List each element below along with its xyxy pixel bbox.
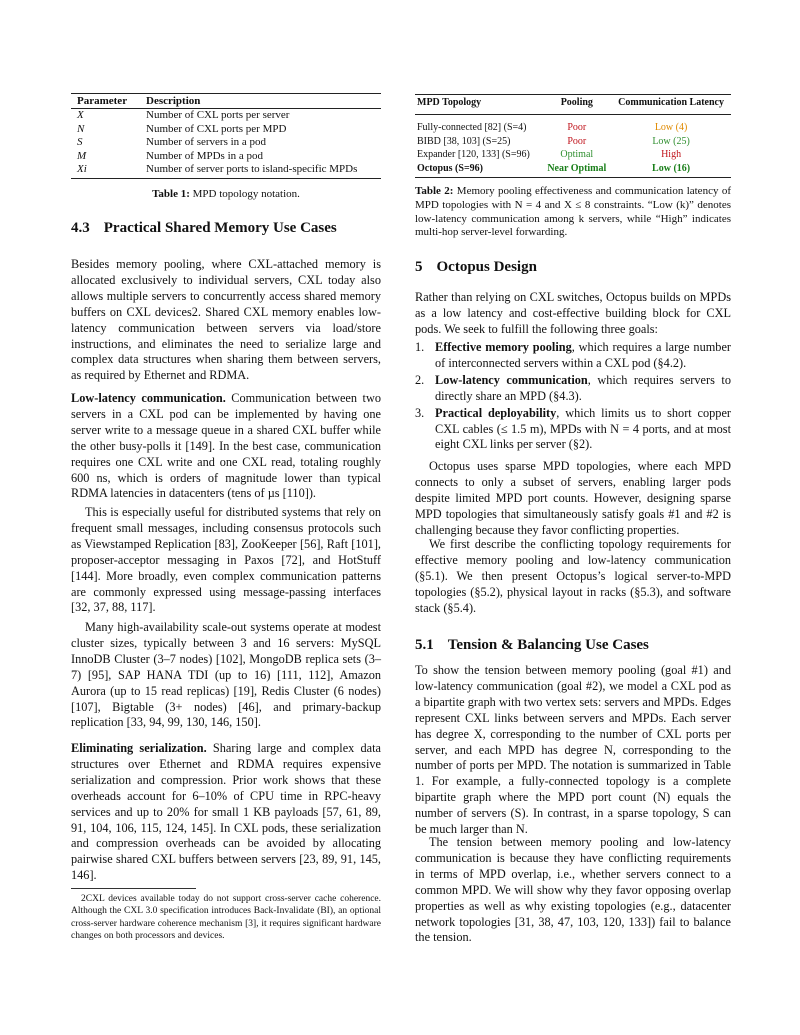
table-cell-latency: High [661, 149, 682, 160]
paragraph-serialization [71, 741, 381, 884]
table-cell-topology: Octopus (S=96) [415, 162, 542, 178]
table-cell-latency: Low (16) [611, 162, 731, 178]
section-number: 5.1 [415, 637, 434, 653]
table-row [71, 150, 381, 164]
paragraph-body: Communication between two servers in a CXL pod can be implemented by having one server write to a message queue in a shared CXL buffer while the other busy-polls it [149]. In the best case, communication requires one CXL write and one CXL read, totaling roughly 600 ns, which is orders of magnitude lower than typical RDMA latencies in datacenters (tens of µs [110]). [71, 391, 381, 501]
table-2-header-latency: Communication Latency [611, 95, 731, 115]
table-row [71, 109, 381, 123]
table-cell-description: Number of CXL ports per server [146, 109, 290, 121]
table-cell-pooling: Poor [567, 122, 587, 133]
table-cell-pooling: Near Optimal [542, 162, 611, 178]
table-cell-symbol: S [77, 136, 83, 149]
table-cell-topology: BIBD [38, 103] (S=25) [417, 135, 511, 147]
paragraph-section-overview: We first describe the conflicting topology requirements for effective memory pooling and low-latency communication (§5.1). We then present Octopus’s logical server-to-MPD topologies (§5.2), physical layout in racks (§5.3), and software stack (§5.4). [415, 537, 731, 615]
goal-heading: Low-latency communication [435, 372, 588, 387]
table-cell-description: Number of CXL ports per MPD [146, 122, 287, 135]
table-cell-latency: Low (25) [652, 135, 690, 147]
table-cell-symbol: N [77, 122, 85, 135]
section-heading-5-1 [415, 637, 649, 654]
table-2-caption-label: Table 2: [415, 185, 454, 197]
paragraph-consensus: This is especially useful for distributed systems that rely on frequent small messages, including consensus protocols such as Viewstamped Replication [83], ZooKeeper [56], Raft [101], proposer-acceptor messaging in Paxos [72], and HotStuff [144]. More broadly, even complex communication patterns are commonly expressed using message-passing interfaces [32, 37, 88, 117]. [71, 505, 381, 615]
table-1 [71, 93, 381, 179]
section-title: Octopus Design [436, 259, 537, 275]
table-1-header-description: Description [140, 94, 381, 109]
table-cell-description: Number of server ports to island-specific MPDs [140, 163, 381, 178]
table-1-caption-text: MPD topology notation. [189, 188, 300, 200]
table-row [415, 162, 731, 178]
table-cell-pooling: Poor [567, 135, 587, 147]
table-2-header-topology: MPD Topology [415, 95, 542, 115]
list-item [415, 406, 731, 454]
goal-text: , which requires servers to directly share an MPD (§4.3). [435, 372, 731, 403]
table-row [71, 123, 381, 137]
table-cell-symbol: M [77, 149, 87, 162]
table-2-header-pooling: Pooling [542, 95, 611, 115]
table-cell-symbol: X [77, 109, 84, 121]
list-number: 2. [415, 372, 425, 387]
list-item [415, 340, 731, 372]
goal-text: , which limits us to short copper CXL cables (≤ 1.5 m), MPDs with N = 4 ports, and at most eight CXL links per server (§2). [435, 405, 731, 452]
table-2-caption [415, 185, 731, 240]
table-row [71, 163, 381, 178]
goal-heading: Practical deployability [435, 405, 557, 420]
paragraph-run-in-heading: Low-latency communication. [71, 391, 226, 405]
footnote-rule [71, 888, 196, 889]
list-item [415, 373, 731, 405]
table-cell-description: Number of MPDs in a pod [146, 149, 264, 162]
table-row [415, 148, 731, 162]
table-cell-topology: Fully-connected [82] (S=4) [417, 122, 527, 133]
goal-heading: Effective memory pooling [435, 340, 572, 354]
table-1-caption [71, 188, 381, 200]
section-title: Tension & Balancing Use Cases [447, 637, 649, 653]
table-cell-latency: Low (4) [654, 122, 688, 133]
table-1-header-parameter: Parameter [71, 94, 140, 109]
table-cell-topology: Expander [120, 133] (S=96) [417, 149, 530, 160]
section-number: 5 [415, 259, 423, 275]
paragraph-shared-memory: Besides memory pooling, where CXL-attached memory is allocated exclusively to individual servers, CXL today also allows multiple servers to concurrently access shared memory buffers on CXL devices2. Shared CXL memory enables low-latency communication between servers via load/store instructions, and eliminates the need to serialize large and complex data structures when sharing them between servers, as required by Ethernet and RDMA. [71, 257, 381, 383]
goal-text: , which requires a large number of interconnected servers within a CXL pod (§4.2). [435, 340, 731, 370]
table-2-caption-text: Memory pooling effectiveness and communication latency of MPD topologies with N = 4 and X ≤ 8 constraints. “Low (k)” denotes low-latency communication among k servers, while “High” indicates multi-hop server-level forwarding. [415, 185, 731, 239]
table-cell-symbol: Xi [71, 163, 140, 178]
paragraph-cluster-sizes: Many high-availability scale-out systems operate at modest cluster sizes, typically between 3 and 16 servers: MySQL InnoDB Cluster (3–7 nodes) [102], MongoDB replica sets (3–7) [95], SAP HANA TDI (up to 16) [111, 112], Amazon Aurora (up to 15 read replicas) [19], Redis Cluster (6 nodes) [107], Bigtable (3+ nodes) [46], and primary-backup replication [33, 94, 99, 130, 146, 150]. [71, 620, 381, 730]
section-heading-5 [415, 259, 537, 276]
table-row [415, 135, 731, 149]
goals-list [415, 340, 731, 454]
paragraph-low-latency [71, 391, 381, 502]
table-2 [415, 94, 731, 178]
paragraph-octopus-intro: Rather than relying on CXL switches, Octopus builds on MPDs as a low latency and cost-effective building block for CXL pods. We seek to fulfill the following three goals: [415, 290, 731, 336]
section-heading-4-3 [71, 220, 337, 237]
paragraph-run-in-heading: Eliminating serialization. [71, 741, 207, 755]
paragraph-tension: The tension between memory pooling and low-latency communication is because they have conflicting requirements in terms of MPD overlap, i.e., whether servers connect to a common MPD. We will show why they favor opposing overlap properties as well as why existing topologies (e.g., datacenter network topologies [31, 38, 47, 103, 120, 133]) fail to balance the tension. [415, 835, 731, 945]
table-cell-description: Number of servers in a pod [146, 136, 267, 149]
table-cell-pooling: Optimal [560, 149, 594, 160]
section-title: Practical Shared Memory Use Cases [103, 220, 337, 236]
footnote-2: 2CXL devices available today do not support cross-server cache coherence. Although the CXL 3.0 specification introduces Back-Invalidate (BI), an optional cross-server hardware coherence mechanism [3], it requires significant hardware changes on both processors and devices. [71, 894, 381, 941]
list-number: 1. [415, 340, 425, 354]
paragraph-sparse-topologies: Octopus uses sparse MPD topologies, where each MPD connects to only a subset of servers, enabling larger pods despite limited MPD port counts. However, designing sparse MPD topologies that simultaneously satisfy goals #1 and #2 is challenging because they favor conflicting properties. [415, 459, 731, 537]
table-1-caption-label: Table 1: [152, 188, 190, 200]
paragraph-body: Sharing large and complex data structures over Ethernet and RDMA requires expensive serialization and compression. Prior work shows that these overheads account for 6–10% of CPU time in RPC-heavy services and up to 20% for small 1 KB payloads [57, 61, 89, 91, 104, 106, 115, 124, 145]. In CXL pods, these serialization and compression overheads can be avoided by allocating pairwise shared CXL buffers between servers [23, 89, 91, 145, 146]. [71, 741, 381, 883]
list-number: 3. [415, 405, 425, 420]
section-number: 4.3 [71, 220, 90, 236]
paragraph-bipartite-model: To show the tension between memory pooling (goal #1) and low-latency communication (goal #2), we model a CXL pod as a bipartite graph with two vertex sets: servers and MPDs. Edges represent CXL links between servers and MPDs. Each server has degree X, corresponding to the number of CXL ports per server, and each MPD has degree N, corresponding to the number of ports per MPD. The notation is summarized in Table 1. For example, a fully-connected topology is a complete bipartite graph where the MPD port count (N) equals the number of servers (S). In contrast, in a sparse topology, S can be much larger than N. [415, 663, 731, 837]
table-row [415, 115, 731, 135]
table-row [71, 136, 381, 150]
